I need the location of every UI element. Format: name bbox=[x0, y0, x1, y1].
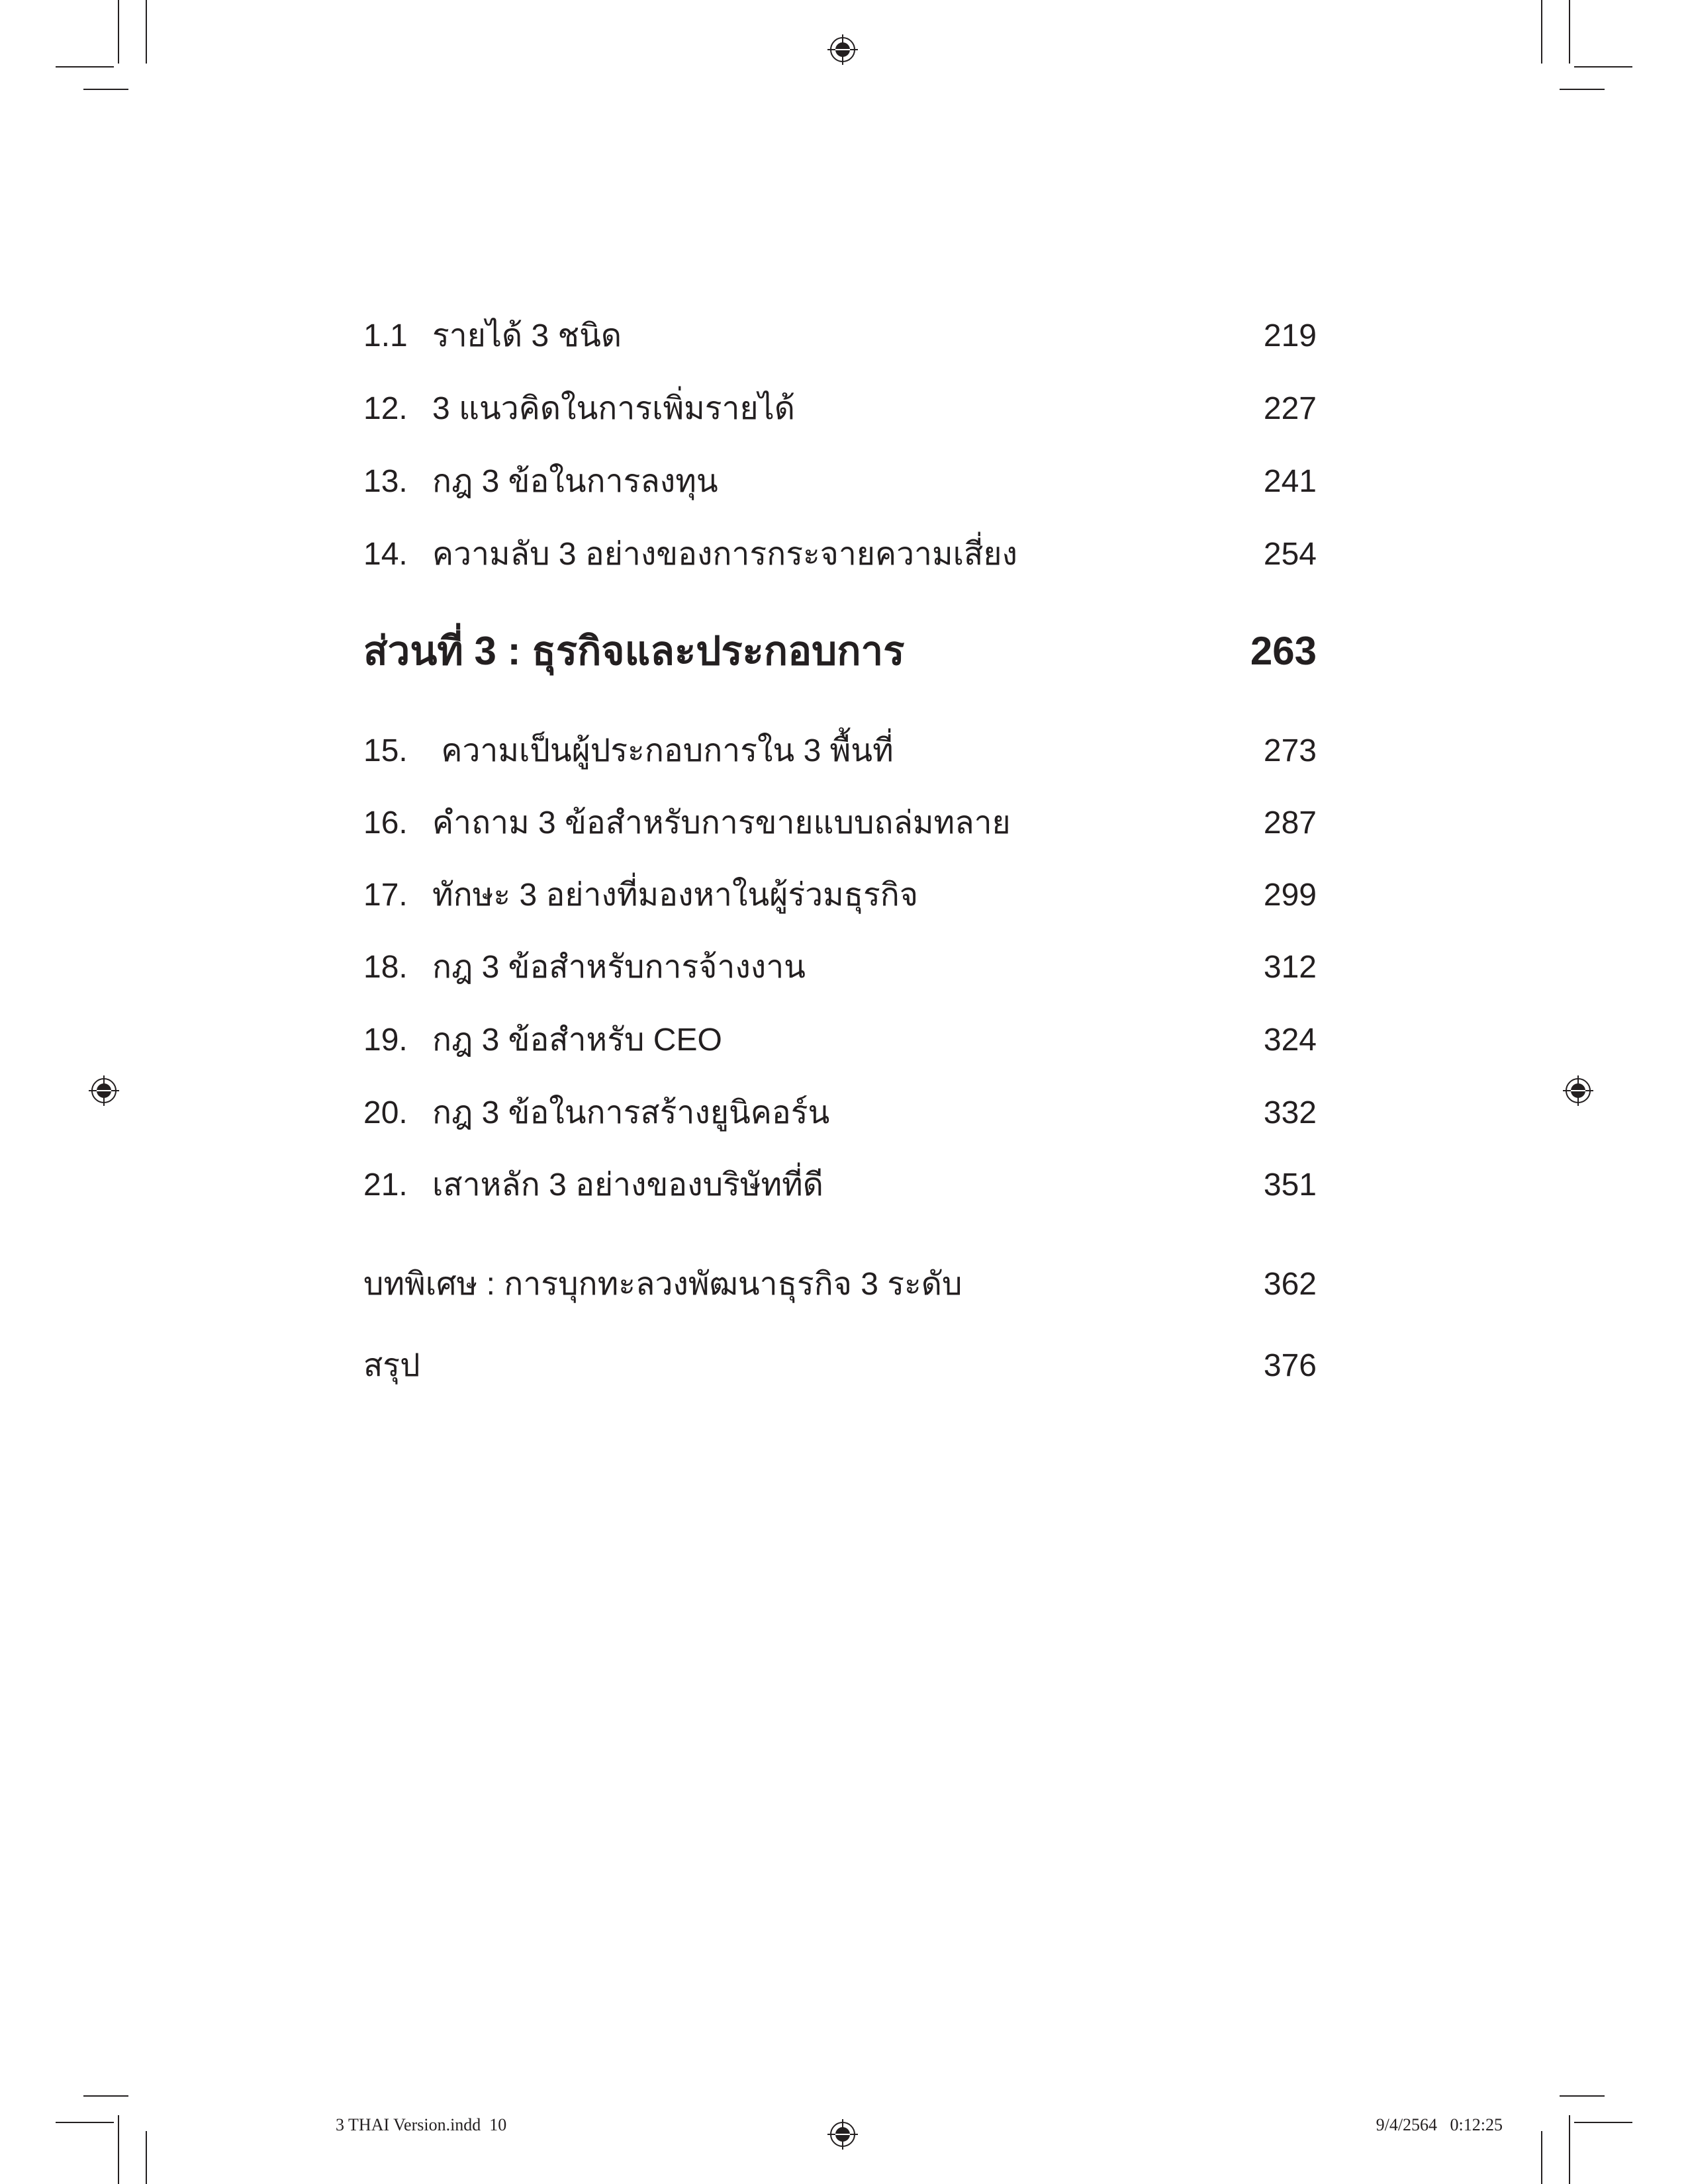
appendix-page: 362 bbox=[1263, 1266, 1317, 1302]
entry-number: 19. bbox=[363, 1022, 408, 1058]
footer-filename: 3 THAI Version.indd 10 bbox=[336, 2115, 507, 2134]
entry-page: 324 bbox=[1263, 1022, 1317, 1058]
crop-mark bbox=[118, 2115, 119, 2184]
crop-mark bbox=[1560, 2095, 1605, 2097]
entry-title: ทักษะ 3 อย่างที่มองหาในผู้ร่วมธุรกิจ bbox=[432, 878, 918, 913]
crop-mark bbox=[56, 66, 114, 68]
toc-entry[interactable] bbox=[363, 1017, 1317, 1063]
entry-page: 227 bbox=[1263, 390, 1317, 426]
crop-mark bbox=[83, 89, 128, 90]
entry-page: 351 bbox=[1263, 1167, 1317, 1203]
entry-number: 20. bbox=[363, 1095, 408, 1130]
entry-number: 15. bbox=[363, 733, 408, 768]
registration-mark-icon bbox=[87, 1074, 120, 1107]
crop-mark bbox=[56, 2122, 114, 2123]
toc-entry[interactable] bbox=[363, 1089, 1317, 1136]
crop-mark bbox=[1574, 66, 1632, 68]
entry-page: 312 bbox=[1263, 949, 1317, 985]
entry-title: กฎ 3 ข้อในการลงทุน bbox=[432, 464, 718, 499]
entry-page: 273 bbox=[1263, 733, 1317, 768]
toc-entry[interactable] bbox=[363, 458, 1317, 504]
entry-title: กฎ 3 ข้อในการสร้างยูนิคอร์น bbox=[432, 1095, 830, 1130]
entry-number: 14. bbox=[363, 536, 408, 572]
entry-title: 3 แนวคิดในการเพิ่มรายได้ bbox=[432, 391, 795, 426]
entry-title: ความลับ 3 อย่างของการกระจายความเสี่ยง bbox=[432, 537, 1017, 572]
toc-entry[interactable] bbox=[363, 944, 1317, 990]
entry-number: 16. bbox=[363, 805, 408, 841]
toc-entry[interactable] bbox=[363, 312, 1317, 359]
entry-title: กฎ 3 ข้อสำหรับ CEO bbox=[432, 1023, 722, 1058]
section-page: 263 bbox=[1250, 628, 1317, 673]
registration-mark-icon bbox=[826, 33, 859, 66]
conclusion-title: สรุป bbox=[363, 1348, 420, 1383]
crop-mark bbox=[146, 2131, 147, 2184]
crop-mark bbox=[1541, 0, 1542, 64]
registration-mark-icon bbox=[826, 2118, 859, 2151]
entry-page: 332 bbox=[1263, 1095, 1317, 1130]
entry-title: กฎ 3 ข้อสำหรับการจ้างงาน bbox=[432, 950, 806, 985]
crop-mark bbox=[118, 0, 119, 64]
crop-mark bbox=[83, 2095, 128, 2097]
toc-entry[interactable] bbox=[363, 531, 1317, 577]
toc-entry[interactable] bbox=[363, 385, 1317, 432]
entry-number: 18. bbox=[363, 949, 408, 985]
entry-number: 1.1 bbox=[363, 318, 408, 353]
entry-page: 254 bbox=[1263, 536, 1317, 572]
footer-timestamp: 9/4/2564 0:12:25 bbox=[1376, 2115, 1503, 2134]
crop-mark bbox=[1560, 89, 1605, 90]
crop-mark bbox=[146, 0, 147, 64]
conclusion-page: 376 bbox=[1263, 1347, 1317, 1383]
entry-title: คำถาม 3 ข้อสำหรับการขายแบบถล่มทลาย bbox=[432, 805, 1011, 841]
crop-mark bbox=[1574, 2122, 1632, 2123]
entry-number: 21. bbox=[363, 1167, 408, 1203]
entry-number: 17. bbox=[363, 877, 408, 913]
entry-page: 299 bbox=[1263, 877, 1317, 913]
section-title: ส่วนที่ 3 : ธุรกิจและประกอบการ bbox=[363, 628, 905, 673]
entry-number: 12. bbox=[363, 390, 408, 426]
appendix-title: บทพิเศษ : การบุกทะลวงพัฒนาธุรกิจ 3 ระดับ bbox=[363, 1267, 962, 1302]
toc-conclusion[interactable] bbox=[363, 1342, 1317, 1388]
entry-title: รายได้ 3 ชนิด bbox=[432, 318, 622, 353]
entry-title: ความเป็นผู้ประกอบการใน 3 พื้นที่ bbox=[432, 733, 894, 768]
toc-entry[interactable] bbox=[363, 872, 1317, 918]
entry-page: 219 bbox=[1263, 318, 1317, 353]
toc-entry[interactable] bbox=[363, 799, 1317, 846]
entry-title: เสาหลัก 3 อย่างของบริษัทที่ดี bbox=[432, 1167, 823, 1203]
crop-mark bbox=[1569, 0, 1570, 64]
section-heading[interactable] bbox=[363, 627, 1317, 674]
toc-entry[interactable] bbox=[363, 1161, 1317, 1208]
entry-page: 241 bbox=[1263, 463, 1317, 499]
entry-number: 13. bbox=[363, 463, 408, 499]
crop-mark bbox=[1541, 2131, 1542, 2184]
crop-mark bbox=[1569, 2115, 1570, 2184]
toc-entry[interactable] bbox=[363, 727, 1317, 774]
registration-mark-icon bbox=[1562, 1074, 1595, 1107]
entry-page: 287 bbox=[1263, 805, 1317, 841]
toc-appendix[interactable] bbox=[363, 1261, 1317, 1307]
